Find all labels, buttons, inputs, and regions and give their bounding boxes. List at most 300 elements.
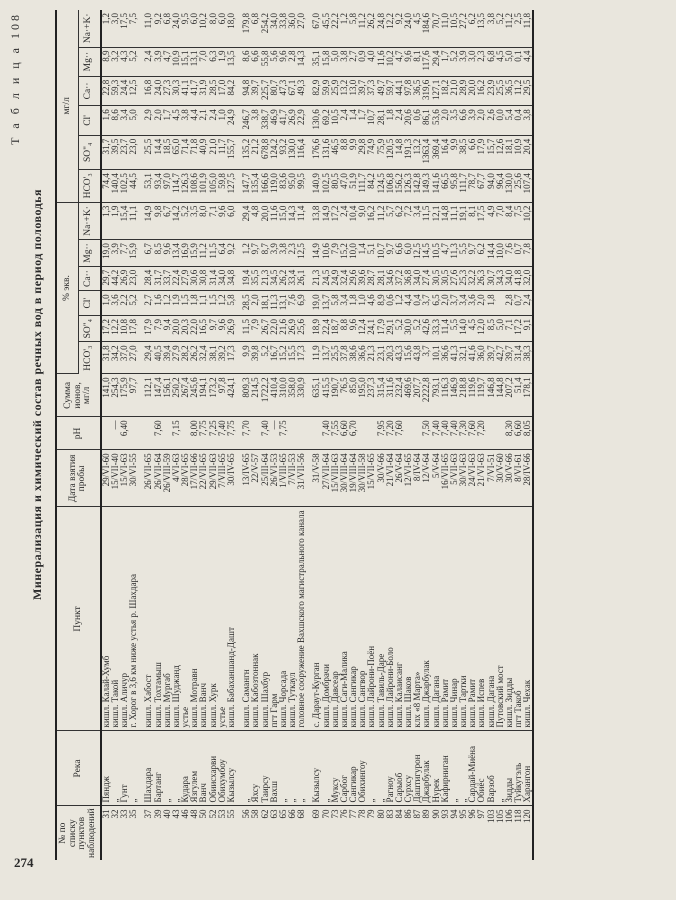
- cell: 19/VIII-64: [349, 450, 358, 507]
- cell: 20,0: [468, 76, 477, 106]
- cell: 101,9: [199, 170, 208, 203]
- cell: 36,0: [288, 10, 297, 47]
- cell: 26/V-64: [395, 450, 404, 507]
- cell: 67,0: [306, 10, 321, 47]
- cell: 40: [161, 809, 172, 819]
- cell: 19,0: [306, 291, 321, 316]
- cell: 2,2: [120, 291, 129, 316]
- cell: 20,4: [523, 135, 533, 169]
- cell: 19,1: [459, 202, 468, 240]
- cell: 5,8: [349, 10, 358, 47]
- cell: 5,2: [129, 291, 138, 316]
- cell: 34,0: [505, 266, 514, 291]
- cell: 39,6: [358, 266, 367, 291]
- cell: Гунт: [120, 731, 129, 806]
- cell: Варзоб: [487, 731, 496, 806]
- cell: 30/V-60: [496, 450, 505, 507]
- cell: 6,8: [251, 10, 260, 47]
- cell: —: [111, 417, 120, 450]
- cell: 11,4: [441, 316, 450, 342]
- cell: 37,8: [340, 342, 349, 374]
- cell: 28,1: [377, 106, 386, 136]
- cell: 43,3: [395, 342, 404, 374]
- cell: 6,0: [218, 10, 227, 47]
- cell: 11,1: [129, 202, 138, 240]
- cell: „: [322, 731, 331, 806]
- cell: 17,2: [514, 316, 523, 342]
- cell: 96: [467, 809, 478, 819]
- cell: 10,8: [120, 316, 129, 342]
- cell: 8,5: [154, 240, 163, 267]
- cell: 7,5: [514, 202, 523, 240]
- cell: 78: [357, 809, 368, 819]
- cell: 3,9: [270, 240, 279, 267]
- cell: 3,9: [468, 106, 477, 136]
- cell: 21,0: [450, 76, 459, 106]
- cell: 17,3: [227, 342, 236, 374]
- cell: 15,2: [279, 342, 288, 374]
- cell: 2,4: [340, 106, 349, 136]
- cell: 10,0: [496, 240, 505, 267]
- cell: Обиёс: [477, 731, 486, 806]
- cell: 3,4: [340, 291, 349, 316]
- cell: 4/VI-63: [172, 450, 181, 507]
- cell: 69,2: [322, 106, 331, 136]
- cell: 30/VIII-58: [358, 450, 367, 507]
- cell: 32,4: [199, 342, 208, 374]
- table-row: [154, 10, 163, 860]
- cell: „: [367, 731, 376, 806]
- cell: 311,6: [386, 374, 395, 417]
- cell: 7,25: [209, 417, 218, 450]
- cell: 36,8: [404, 266, 413, 291]
- cell: 25,6: [297, 316, 306, 342]
- cell: 14,8: [441, 202, 450, 240]
- cell: 46,5: [331, 135, 340, 169]
- cell: 124,2: [270, 135, 279, 169]
- header-ph: pH: [56, 417, 101, 450]
- cell: 469,6: [404, 374, 413, 417]
- header-pct-group: % экв.: [56, 202, 78, 374]
- cell: 66: [287, 809, 298, 819]
- cell: Даштигурон: [413, 731, 422, 806]
- cell: 8/IV-64: [413, 450, 422, 507]
- cell: 2,3: [288, 240, 297, 267]
- cell: 155,7: [227, 135, 236, 169]
- cell: 25/III-64: [261, 450, 270, 507]
- cell: 6,3: [209, 47, 218, 76]
- cell: „: [129, 731, 138, 806]
- cell: 14,9: [306, 240, 321, 267]
- cell: 18,1: [261, 291, 270, 316]
- cell: 5,0: [129, 106, 138, 136]
- cell: кишл. Джарбулак: [422, 507, 431, 731]
- cell: кишл. Шаков: [404, 507, 413, 731]
- cell: 34,3: [496, 266, 505, 291]
- cell: [138, 417, 153, 450]
- cell: 80,5: [331, 170, 340, 203]
- cell: 23,1: [377, 342, 386, 374]
- cell: 6,7: [163, 202, 172, 240]
- cell: 28,7: [367, 266, 376, 291]
- cell: 16,4: [441, 135, 450, 169]
- cell: 7,60: [468, 417, 477, 450]
- cell: 25,5: [331, 342, 340, 374]
- cell: 4,4: [404, 291, 413, 316]
- cell: 126,3: [181, 170, 190, 203]
- cell: 10,5: [450, 10, 459, 47]
- cell: 39,7: [251, 76, 260, 106]
- cell: 38,5: [459, 135, 468, 169]
- cell: кишл. Дагана: [487, 507, 496, 731]
- cell: 6,2: [468, 10, 477, 47]
- cell: 3,6: [468, 291, 477, 316]
- cell: 22,2: [331, 10, 340, 47]
- cell: 102,5: [120, 170, 129, 203]
- cell: 74,9: [367, 135, 376, 169]
- cell: 30,3: [172, 76, 181, 106]
- cell: 38,1: [209, 342, 218, 374]
- cell: 33,7: [163, 266, 172, 291]
- cell: 3,0: [111, 10, 120, 47]
- cell: 7/VII-53: [288, 450, 297, 507]
- cell: [487, 417, 496, 450]
- cell: 8/VI-61: [514, 450, 523, 507]
- cell: 245,6: [190, 374, 199, 417]
- cell: 9,7: [209, 316, 218, 342]
- cell: 26/VII-65: [138, 450, 153, 507]
- cell: 9,6: [218, 316, 227, 342]
- cell: Обиисхарви: [209, 731, 218, 806]
- cell: 1,9: [218, 47, 227, 76]
- cell: 7,9: [251, 316, 260, 342]
- cell: кишл. Шуджанд: [172, 507, 181, 731]
- cell: 17,8: [129, 316, 138, 342]
- cell: 10,7: [377, 240, 386, 267]
- cell: 7,75: [279, 417, 288, 450]
- cell: 94: [448, 809, 459, 819]
- cell: 8,7: [261, 240, 270, 267]
- cell: 84,2: [227, 76, 236, 106]
- cell: 32,0: [523, 266, 533, 291]
- cell: 10,2: [199, 10, 208, 47]
- cell: 11,4: [297, 202, 306, 240]
- cell: кишл. Лайрони-Боло: [386, 507, 395, 731]
- cell: 59,8: [218, 170, 227, 203]
- cell: 93: [439, 809, 450, 819]
- cell: 105: [494, 809, 505, 823]
- cell: г. Хорог в 3,6 км ниже устья р. Шахдара: [129, 507, 138, 731]
- cell: 29/VI-60: [101, 450, 111, 507]
- cell: Бартанг: [154, 731, 163, 806]
- cell: 127,5: [227, 170, 236, 203]
- cell: 2,9: [138, 106, 153, 136]
- cell: клх «8 Марта»: [413, 507, 422, 731]
- cell: 184,6: [422, 10, 431, 47]
- cell: 34,0: [218, 266, 227, 291]
- cell: 30,6: [190, 266, 199, 291]
- cell: 31: [100, 809, 111, 819]
- cell: 7,60: [395, 417, 404, 450]
- cell: кишл. Лайрони-Поён: [367, 507, 376, 731]
- cell: 4,0: [367, 47, 376, 76]
- cell: 8,0: [209, 10, 218, 47]
- cell: 13,5: [227, 47, 236, 76]
- cell: 1,8: [349, 291, 358, 316]
- header-ion: Mg··: [78, 47, 100, 76]
- cell: 74,4: [101, 170, 111, 203]
- header-ion: Na·+K·: [78, 10, 100, 47]
- cell: 34,5: [270, 266, 279, 291]
- cell: 17,5: [120, 10, 129, 47]
- cell: 33,3: [432, 316, 441, 342]
- table-row: [279, 10, 288, 860]
- cell: 17,2: [331, 202, 340, 240]
- cell: 8,8: [340, 316, 349, 342]
- cell: 16,9: [181, 240, 190, 267]
- cell: 135,2: [236, 135, 251, 169]
- cell: 0,7: [514, 291, 523, 316]
- cell: 42,6: [422, 316, 431, 342]
- cell: 116,3: [441, 374, 450, 417]
- cell: 146,8: [487, 374, 496, 417]
- cell: 2,0: [154, 106, 163, 136]
- cell: 5,8: [331, 291, 340, 316]
- cell: 14,3: [297, 47, 306, 76]
- cell: 36,6: [441, 342, 450, 374]
- cell: 11,0: [441, 10, 450, 47]
- cell: 1,6: [101, 106, 111, 136]
- cell: 30,8: [199, 266, 208, 291]
- cell: 424,1: [227, 374, 236, 417]
- cell: 34,0: [270, 10, 279, 47]
- cell: 107,4: [523, 170, 533, 203]
- cell: 9,6: [279, 47, 288, 76]
- cell: 5/VII-63: [450, 450, 459, 507]
- cell: 41,7: [190, 76, 199, 106]
- table-row: [138, 10, 153, 860]
- cell: 9,8: [154, 202, 163, 240]
- cell: Обихингоу: [358, 731, 367, 806]
- table-row: [487, 10, 496, 860]
- cell: 31,7: [101, 135, 111, 169]
- cell: 127,1: [432, 76, 441, 106]
- cell: 7,1: [505, 316, 514, 342]
- cell: кишл. Тавиль-Даре: [377, 507, 386, 731]
- cell: 25,3: [459, 266, 468, 291]
- cell: 12,5: [297, 240, 306, 267]
- cell: 9,7: [386, 240, 395, 267]
- cell: 10,2: [386, 47, 395, 76]
- cell: 144,8: [496, 374, 505, 417]
- cell: 17,0: [218, 76, 227, 106]
- cell: 69: [311, 809, 322, 819]
- cell: кишл. Бабаханшанд-Дашт: [227, 507, 236, 731]
- cell: Муксу: [331, 731, 340, 806]
- cell: 26,9: [288, 316, 297, 342]
- cell: 30,0: [404, 316, 413, 342]
- cell: 46: [180, 809, 191, 819]
- cell: 0,6: [386, 291, 395, 316]
- cell: 6,7: [138, 240, 153, 267]
- cell: 41,3: [450, 342, 459, 374]
- cell: 85,0: [349, 374, 358, 417]
- cell: 5,2: [181, 202, 190, 240]
- cell: кишл. Тохтамыш: [154, 507, 163, 731]
- cell: 15,2: [340, 240, 349, 267]
- cell: 3,7: [422, 342, 431, 374]
- cell: 14,4: [154, 135, 163, 169]
- header-mg-group: мг/л: [56, 10, 78, 202]
- cell: 97,7: [129, 374, 138, 417]
- cell: 105,0: [209, 170, 218, 203]
- cell: 1,0: [101, 291, 111, 316]
- cell: 3,8: [340, 47, 349, 76]
- cell: 1722,2: [261, 374, 270, 417]
- cell: 126,3: [404, 170, 413, 203]
- cell: 7/VIII-65: [218, 450, 227, 507]
- cell: 11,9: [306, 342, 321, 374]
- cell: 130,0: [288, 135, 297, 169]
- cell: 10,7: [367, 106, 376, 136]
- cell: кишл. Мургаб: [163, 507, 172, 731]
- cell: 94,0: [487, 170, 496, 203]
- cell: 30,7: [487, 266, 496, 291]
- cell: 18,2: [441, 76, 450, 106]
- cell: 190,7: [331, 374, 340, 417]
- cell: 34,0: [413, 266, 422, 291]
- cell: 29,4: [432, 47, 441, 76]
- cell: 5,4: [505, 106, 514, 136]
- cell: 7,75: [199, 417, 208, 450]
- cell: 16/VII-65: [441, 450, 450, 507]
- cell: 21/VI-64: [386, 450, 395, 507]
- cell: 12,5: [129, 76, 138, 106]
- cell: 7,75: [227, 417, 236, 450]
- cell: 24,1: [367, 316, 376, 342]
- cell: 24,8: [377, 10, 386, 47]
- cell: 4,7: [395, 47, 404, 76]
- cell: 4,7: [163, 47, 172, 76]
- cell: 31,8: [101, 342, 111, 374]
- cell: 6,2: [477, 240, 486, 267]
- cell: 40,5: [154, 342, 163, 374]
- cell: 73: [329, 809, 340, 819]
- cell: 5,7: [386, 202, 395, 240]
- cell: 17/VII-66: [190, 450, 199, 507]
- cell: 338,7: [261, 106, 270, 136]
- cell: 7,0: [199, 47, 208, 76]
- cell: кишл. Рамит: [468, 507, 477, 731]
- cell: 79: [366, 809, 377, 819]
- cell: 1,5: [209, 291, 218, 316]
- cell: кишл. Саги-Малика: [340, 507, 349, 731]
- cell: 8,6: [236, 47, 251, 76]
- cell: 5,2: [496, 10, 505, 47]
- cell: 94,8: [236, 76, 251, 106]
- cell: 34,8: [227, 266, 236, 291]
- cell: 0,6: [413, 106, 422, 136]
- cell: 71,8: [190, 135, 199, 169]
- cell: 37: [143, 809, 154, 819]
- cell: 28,9: [459, 76, 468, 106]
- cell: 11,2: [377, 202, 386, 240]
- cell: 4,4: [523, 47, 533, 76]
- cell: устье: [181, 507, 190, 731]
- cell: 1,9: [172, 291, 181, 316]
- cell: 99,5: [297, 170, 306, 203]
- cell: 7,1: [209, 202, 218, 240]
- cell: 11,2: [514, 76, 523, 106]
- cell: 75,9: [377, 135, 386, 169]
- cell: [404, 417, 413, 450]
- table-row: [358, 10, 367, 860]
- cell: 3,8: [181, 106, 190, 136]
- cell: кишл. Домбрачи: [322, 507, 331, 731]
- cell: 17,9: [377, 316, 386, 342]
- cell: 4,5: [172, 106, 181, 136]
- cell: 1,9: [111, 202, 120, 240]
- cell: 2,1: [199, 106, 208, 136]
- cell: 24,9: [331, 266, 340, 291]
- cell: 310,0: [279, 374, 288, 417]
- cell: 4,9: [487, 202, 496, 240]
- cell: 8,5: [487, 316, 496, 342]
- cell: 2,6: [487, 106, 496, 136]
- cell: Яхсу: [251, 731, 260, 806]
- cell: Язгулем: [190, 731, 199, 806]
- cell: 28,2: [181, 342, 190, 374]
- cell: 66,5: [441, 170, 450, 203]
- cell: 27,4: [422, 266, 431, 291]
- header-ion: Mg··: [78, 240, 100, 267]
- cell: 319,6: [422, 76, 431, 106]
- cell: 50: [198, 809, 209, 819]
- cell: 13,4: [172, 240, 181, 267]
- header-ion: SO"₄: [78, 135, 100, 169]
- cell: 3,7: [422, 291, 431, 316]
- cell: 37,0: [120, 342, 129, 374]
- cell: 149,3: [422, 170, 431, 203]
- table-row: [129, 10, 138, 860]
- cell: 26,2: [367, 10, 376, 47]
- cell: 25,9: [331, 76, 340, 106]
- cell: 24,0: [154, 76, 163, 106]
- cell: 9,6: [163, 240, 172, 267]
- cell: 9,7: [251, 240, 260, 267]
- cell: 5,5: [459, 240, 468, 267]
- cell: 39,7: [358, 76, 367, 106]
- cell: 97,0: [163, 170, 172, 203]
- cell: 18,9: [306, 316, 321, 342]
- cell: 26/VIII-59: [163, 450, 172, 507]
- table-row: [101, 10, 111, 860]
- cell: 39: [152, 809, 163, 819]
- cell: 7,20: [386, 417, 395, 450]
- cell: 23,7: [120, 135, 129, 169]
- cell: 6,8: [487, 47, 496, 76]
- cell: 130,6: [306, 106, 321, 136]
- page-number: 274: [14, 855, 34, 870]
- cell: 16,7: [270, 342, 279, 374]
- cell: 1,8: [386, 106, 395, 136]
- cell: 175,9: [120, 374, 129, 417]
- cell: 1,7: [441, 47, 450, 76]
- header-ion: Cl': [78, 106, 100, 136]
- cell: 3,8: [279, 240, 288, 267]
- header-ion: HCO'₃: [78, 342, 100, 374]
- cell: 7,55: [331, 417, 340, 450]
